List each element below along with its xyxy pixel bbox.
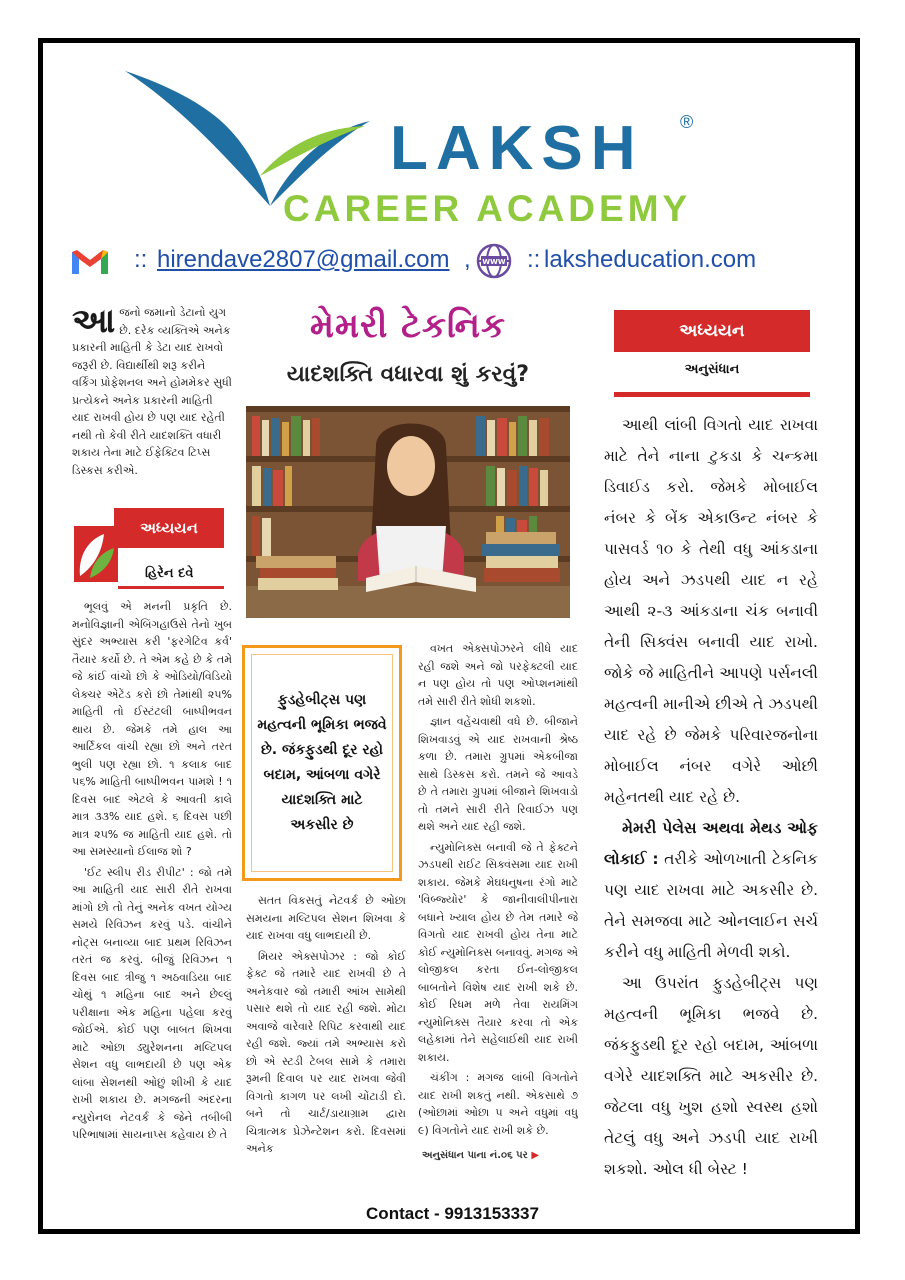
registered-mark: ® [680,112,694,132]
center-b-paragraph-2: જ્ઞાન વહેંચવાથી વધે છે. બીજાને શિખવાડવું એ યાદ રાખવાની શ્રેષ્ઠ કળા છે. તમારા ગ્રુપમાં એકબીજા સાથે ડિસ્કસ કરો. તમને જે આવડે છે તે તમારા ગ્રુપમાં બીજાને શિખવાડો તો તમને સારી રીતે રિવાઈઝ પણ થશે અને યાદ રહી જશે. [418,715,578,833]
right-divider [614,392,810,397]
reading-girl-photo [246,406,570,618]
right-paragraph-2 [604,813,818,968]
left-intro [72,304,232,492]
svg-text:WWW: WWW [482,258,506,266]
continued-arrow-icon: ▶ [531,1150,540,1161]
headline: મેમરી ટેકનિક [310,306,506,346]
right-paragraph-3: આ ઉપરાંત ફુડહેબીટ્સ પણ મહત્વની ભૂમિકા ભજવે છે. જંકફુડથી દૂર રહો બદામ, આંબળા વગેરે યાદશક્તિ માટે અકસીર છે. જેટલા વધુ ખુશ હશો સ્વસ્થ હશો તેટલું વધુ અને ઝડપી યાદ રાખી શકશો. ઓલ ધી બેસ્ટ ! [604,974,818,1178]
website-link[interactable]: laksheducation.com [544,246,757,273]
left-paragraph-1: ભૂલવું એ મનની પ્રકૃતિ છે. મનોવિજ્ઞાની એબિંગહાઉસે તેનો ખુબ સુંદર અભ્યાસ કરી 'ફરગેટિંવ કર્વ' તૈયાર કર્યો છે. તે એમ કહે છે કે તમે જે કાંઈ વાંચો છો કે ઓડિયો/વિડિયો લેક્ચર એટેંડ કરો છો તેમાંથી ૨૫% માહિતી તો ઈસ્ટંટલી બાષ્પીભવન થાય છે. જેમકે તમે હાલ આ આર્ટિકલ વાંચી રહ્યા છો અને તરત ભુલી પણ રહ્યા છો. ૧ કલાક બાદ ૫૬% માહિતી બાષ્પીભવન પામશે ! ૧ દિવસ બાદ એટલે કે આવતી કાલે માત્ર ૩૩% યાદ હશે. ૬ દિવસ પછી માત્ર ૨૫% જ માહિતી યાદ હશે. તો આ સમસ્યાનો ઈલાજ શો ? [72,600,232,858]
left-paragraph-2: 'ઈટ સ્લીપ રીડ રીપીટ' : જો તમે આ માહિતી યાદ સારી રીતે રાખવા માંગો છો તો તેનું અનેક વખત યોગ્ય સમયે રિવિઝન કરવું પડે. વાંચીને નોટ્સ બનાવ્યા બાદ પ્રથમ રિવિઝન તરતં જ કરવું. બીજું રિવિઝન ૧ દિવસ બાદ ત્રીજુ ૧ અઠવાડિયા બાદ ચોથું ૧ મહિના બાદ અને છેલ્લું પરીક્ષાના એક મહિના પહેલા કરવું જોઈએ. કોઈ પણ બાબત શિખવા માટે ઓછા ડ્યુરેશનના મલ્ટિપલ સેશન વધુ લાભદાયી છે પણ એક લાંબા સેશનથી ઓછું શીખી કે યાદ રાખી શકાય છે. મગજની અંદરના ન્યુરોનલ નેટવર્ક કે જેને તબીબી પરિભાષામાં સાયનાપ્સ કહેવાય છે તે [72,865,232,1141]
right-paragraph-1: આથી લાંબી વિગતો યાદ રાખવા માટે તેને નાના ટુકડા કે ચન્કમા ડિવાઈડ કરો. જેમકે મોબાઈલ નંબર કે બેંક એકાઉન્ટ નંબર કે પાસવર્ડ ૧૦ કે તેથી વધુ આંકડાના હોય અને ઝડપથી યાદ ન રહે આથી ૨-૩ આંકડાના ચંક બનાવી તેની સિક્વંસ બનાવી યાદ રાખો. જોકે જે માહિતીને આપણે પર્સનલી મહત્વની માનીએ છીએ તે ઝડપથી યાદ રહે છે જેમકે પરિવારજનોના મોબાઈલ નંબર વગેરે ઓછી મહેનતથી યાદ રહે છે. [604,416,818,806]
intro-text: જનો જમાનો ડેટાનો યુગ છે. દરેક વ્યક્તિએ અનેક પ્રકારની માહિતી કે ડેટા યાદ રાખવો જરૂરી છે. વિદ્યાર્થીથી શરૂ કરીને વર્કિંગ પ્રોફેશનલ અને હોમમેકર સુધી પ્રત્યેકને અનેક પ્રકારની માહિતી યાદ રાખવી હોય છે પણ યાદ રહેતી નથી તો કેવી રીતે યાદશક્તિ વધારી શકાય તેના માટે ઈફેક્ટિવ ટિપ્સ ડિસ્કસ કરીએ. [72,306,232,477]
center-b-paragraph-4: ચંકીંગ : મગજ લાંબી વિગતોને યાદ રાખી શકતું નથી. એકસાથે ૭ (ઓછામાં ઓછા ૫ અને વધુમાં વધુ ૯) વિગતોને યાદ રાખી શકે છે. [418,1071,578,1137]
contact-separator: , [464,246,471,273]
gmail-icon [70,246,110,276]
callout-box [242,645,402,881]
continued-text: અનુસંધાન પાના નં.૦૬ પર [422,1150,528,1161]
intro-drop-letter: આ [72,304,116,341]
center-col-a [246,892,406,1172]
contact-prefix-2: :: [527,246,541,273]
author-underline [118,586,224,589]
center-b-paragraph-3: ન્યુમોનિક્સ બનાવી જે તે ફેક્ટને ઝડપથી રાઈટ સિક્વંસમા યાદ રાખી શકાય. જેમકે મેઘધનુષના રંગો માટે 'વિબ્જ્યોર' કે જાનીવાલીપીનારા બધાને ખ્યાલ હોય છે તેમ તમારે જે વિગતો યાદ રાખવી હોય તેના માટે કોઈ ન્યુમોનિક્સ બનાવવું. મગજ એ લોજીકલ કરતા ઈન-લોજીકલ બાબતોને વિશેષ યાદ રાખી શકે છે. કોઈ રિધમ મળે તેવા રાયમિંગ ન્યુમોનિક્સ તૈયાર કરવા તો એક લહેકામાં તેને સહેલાઈથી યાદ રાખી શકાય. [418,840,578,1064]
continued-note [422,1150,539,1161]
contact-prefix-1: :: [134,246,148,273]
right-paragraph-2-text: તરીકે ઓળખાતી ટેકનિક પણ યાદ રાખવા માટે અકસીર છે. તેને સમજવા માટે ઓનલાઈન સર્ચ કરીને વધુ માહિતી મેળવી શકો. [604,850,818,961]
author-name: હિરેન દવે [145,566,194,581]
left-body [72,598,232,1170]
footer-contact: Contact - 9913153337 [366,1204,539,1223]
memory-palace-heading: મેમરી પેલેસ અથવા મેથડ ઓફ લોકાઈ : [604,819,818,868]
brand-tagline: CAREER ACADEMY [283,188,692,229]
center-a-paragraph-1: સતત વિકસતું નેટવર્ક છે ઓછા સમયના મલ્ટિપલ સેશન શિખવા કે યાદ રાખવા વધુ લાભદાયી છે. [246,894,406,942]
center-b-paragraph-1: વખત એક્સપોઝરને લીધે યાદ રહી જશે અને જો પરફેક્ટલી યાદ ન પણ હોય તો પણ ઓપ્શનમાંથી તમે સારી રીતે શોધી શકશો. [418,642,578,708]
section-tag-left: અધ્યયન [114,508,224,548]
right-continuation-label: અનુસંધાન [684,362,740,377]
globe-icon [476,243,512,279]
center-col-b [418,640,578,1148]
section-tag-right: અધ્યયન [614,310,810,352]
right-body [604,410,818,1185]
email-link[interactable]: hirendave2807@gmail.com [157,246,450,273]
center-a-paragraph-2: મિયર એક્સપોઝર : જો કોઈ ફેક્ટ જે તમારે યાદ રાખવી છે તે અનેકવાર જો તમારી આંખ સામેથી પસાર થશે તો યાદ રહી જશે. મોટા અવાજે વારેવારે રિપિટ કરવાથી યાદ રહી જશે. જ્યાં તમે અભ્યાસ કરો છો એ સ્ટડી ટેબલ સામે કે તમારા રૂમની દિવાલ પર યાદ રાખવા જેવી વિગતો કાગળ પર લખી ચોંટાડી દો. બને તો ચાર્ટ/ડાયાગ્રામ દ્વારા ચિત્રાત્મક પ્રેઝેન્ટેશન કરો. દિવસમાં અનેક [246,949,406,1155]
subheadline: યાદશક્તિ વધારવા શું કરવું? [286,362,530,387]
callout-text: ફુડહેબીટ્સ પણ મહત્વની ભૂમિકા ભજવે છે. જંકફુડથી દૂર રહો બદામ, આંબળા વગેરે યાદશક્તિ માટે અકસીર છે [251,654,393,872]
leaf-icon [74,526,118,582]
brand-name: LAKSH [390,114,644,183]
